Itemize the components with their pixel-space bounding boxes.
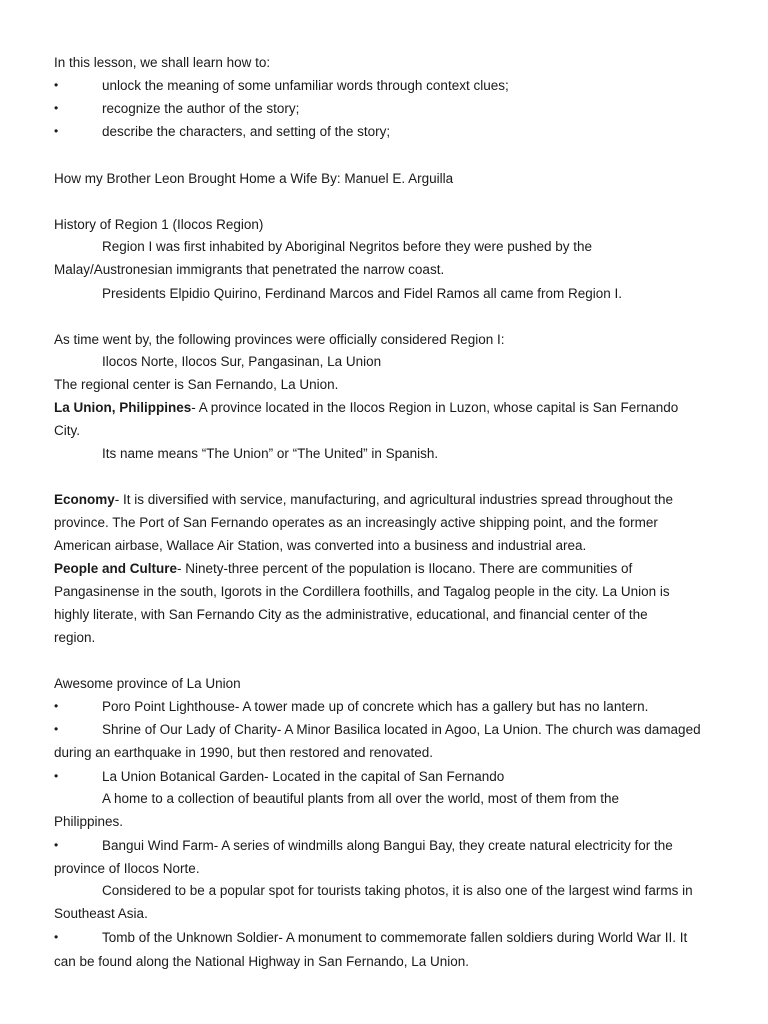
la-union-text: - A province located in the Ilocos Region in Luzon, whose capital is San Fernando (191, 400, 679, 415)
provinces-intro: As time went by, the following provinces were officially considered Region I: (54, 332, 505, 347)
economy-label: Economy (54, 492, 115, 507)
bullet-icon: • (54, 101, 59, 115)
attraction-description: A home to a collection of beautiful plants from all over the world, most of them from the (102, 791, 620, 806)
attraction-description: Considered to be a popular spot for tourists taking photos, it is also one of the largest wind farms in (102, 883, 693, 898)
la-union-label: La Union, Philippines (54, 400, 192, 415)
bullet-icon: • (54, 78, 59, 92)
attraction-item: Shrine of Our Lady of Charity- A Minor Basilica located in Agoo, La Union. The church was damaged (102, 722, 701, 737)
culture-line (54, 557, 724, 580)
attraction-continuation: during an earthquake in 1990, but then restored and renovated. (54, 745, 434, 760)
objective-item: unlock the meaning of some unfamiliar words through context clues; (102, 78, 509, 93)
attraction-item: Poro Point Lighthouse- A tower made up of concrete which has a gallery but has no lantern. (102, 699, 649, 714)
economy-line (54, 488, 724, 511)
la-union-line: City. (54, 423, 80, 438)
regional-center: The regional center is San Fernando, La Union. (54, 377, 339, 392)
history-paragraph-line: Region I was first inhabited by Aboriginal Negritos before they were pushed by the (102, 239, 593, 254)
attraction-continuation: can be found along the National Highway in San Fernando, La Union. (54, 954, 470, 969)
objective-item: describe the characters, and setting of the story; (102, 124, 391, 139)
economy-line: province. The Port of San Fernando operates as an increasingly active shipping point, and the former (54, 515, 658, 530)
attraction-item: La Union Botanical Garden- Located in the capital of San Fernando (102, 769, 505, 784)
attraction-continuation: province of Ilocos Norte. (54, 861, 200, 876)
history-presidents-line: Presidents Elpidio Quirino, Ferdinand Marcos and Fidel Ramos all came from Region I. (102, 286, 622, 301)
attraction-item: Bangui Wind Farm- A series of windmills along Bangui Bay, they create natural electricity for the (102, 838, 673, 853)
bullet-icon: • (54, 930, 59, 944)
attraction-description: Southeast Asia. (54, 906, 148, 921)
bullet-icon: • (54, 124, 59, 138)
bullet-icon: • (54, 838, 59, 852)
culture-label: People and Culture (54, 561, 178, 576)
history-heading: History of Region 1 (Ilocos Region) (54, 217, 264, 232)
provinces-list: Ilocos Norte, Ilocos Sur, Pangasinan, La Union (102, 354, 382, 369)
attraction-description: Philippines. (54, 814, 124, 829)
history-paragraph-line: Malay/Austronesian immigrants that penetrated the narrow coast. (54, 262, 445, 277)
name-meaning: Its name means “The Union” or “The United” in Spanish. (102, 446, 439, 461)
culture-line: Pangasinense in the south, Igorots in the Cordillera foothills, and Tagalog people in the city. La Union is (54, 584, 670, 599)
attraction-item: Tomb of the Unknown Soldier- A monument to commemorate fallen soldiers during World War II. It (102, 930, 688, 945)
culture-line: region. (54, 630, 96, 645)
culture-line: highly literate, with San Fernando City as the administrative, educational, and financial center of the (54, 607, 648, 622)
story-title: How my Brother Leon Brought Home a Wife By: Manuel E. Arguilla (54, 171, 454, 186)
lesson-intro-heading: In this lesson, we shall learn how to: (54, 55, 271, 70)
bullet-icon: • (54, 699, 59, 713)
bullet-icon: • (54, 769, 59, 783)
la-union-line (54, 396, 724, 419)
bullet-icon: • (54, 722, 59, 736)
culture-text: - Ninety-three percent of the population is Ilocano. There are communities of (177, 561, 633, 576)
objective-item: recognize the author of the story; (102, 101, 300, 116)
economy-text: - It is diversified with service, manufacturing, and agricultural industries spread throughout the (114, 492, 674, 507)
attractions-heading: Awesome province of La Union (54, 676, 241, 691)
economy-line: American airbase, Wallace Air Station, was converted into a business and industrial area. (54, 538, 587, 553)
